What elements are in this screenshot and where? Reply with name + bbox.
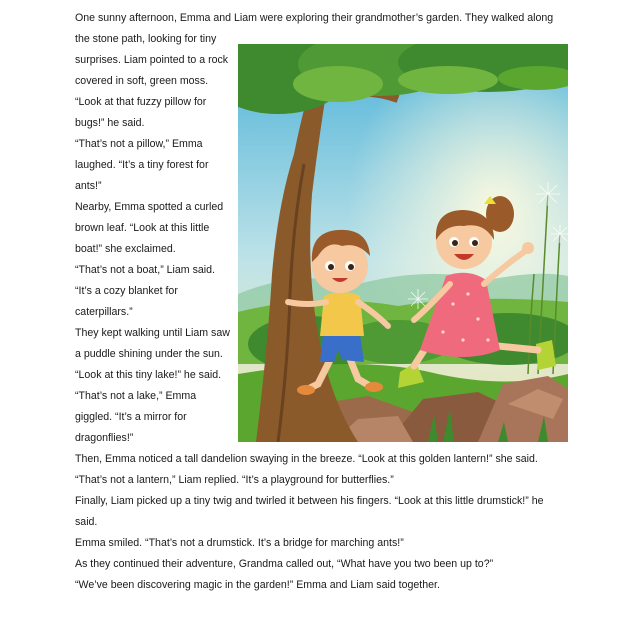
story-line: “That’s not a lantern,” Liam replied. “It’s a playground for butterflies.”	[75, 474, 394, 486]
story-line: Then, Emma noticed a tall dandelion swaying in the breeze. “Look at this golden lantern!” she said.	[75, 453, 538, 465]
story-line: “That’s not a lake,” Emma	[75, 390, 197, 402]
story-line: “We’ve been discovering magic in the garden!” Emma and Liam said together.	[75, 579, 440, 591]
story-line: “Look at this tiny lake!” he said.	[75, 369, 222, 381]
garden-scene-image	[238, 44, 568, 442]
story-line: caterpillars.”	[75, 306, 133, 318]
story-line: brown leaf. “Look at this little	[75, 222, 210, 234]
story-line: “It’s a cozy blanket for	[75, 285, 178, 297]
story-line: “Look at that fuzzy pillow for	[75, 96, 207, 108]
story-line: dragonflies!”	[75, 432, 134, 444]
story-illustration	[238, 44, 568, 442]
story-line: the stone path, looking for tiny	[75, 33, 217, 45]
story-line: Nearby, Emma spotted a curled	[75, 201, 224, 213]
story-line: said.	[75, 516, 98, 528]
story-line: bugs!” he said.	[75, 117, 145, 129]
story-line: giggled. “It’s a mirror for	[75, 411, 187, 423]
story-line: laughed. “It’s a tiny forest for	[75, 159, 209, 171]
story-line: Emma smiled. “That’s not a drumstick. It’s a bridge for marching ants!”	[75, 537, 404, 549]
story-line: surprises. Liam pointed to a rock	[75, 54, 229, 66]
story-line: One sunny afternoon, Emma and Liam were exploring their grandmother’s garden. They walked along	[75, 12, 554, 24]
story-line: boat!” she exclaimed.	[75, 243, 176, 255]
story-line: They kept walking until Liam saw	[75, 327, 230, 339]
story-line: a puddle shining under the sun.	[75, 348, 223, 360]
story-line: “That’s not a pillow,” Emma	[75, 138, 203, 150]
story-line: ants!”	[75, 180, 102, 192]
story-line: Finally, Liam picked up a tiny twig and twirled it between his fingers. “Look at this little drumstick!” he	[75, 495, 544, 507]
story-line: “That’s not a boat,” Liam said.	[75, 264, 215, 276]
story-line: covered in soft, green moss.	[75, 75, 209, 87]
story-line: As they continued their adventure, Grandma called out, “What have you two been up to?”	[75, 558, 494, 570]
